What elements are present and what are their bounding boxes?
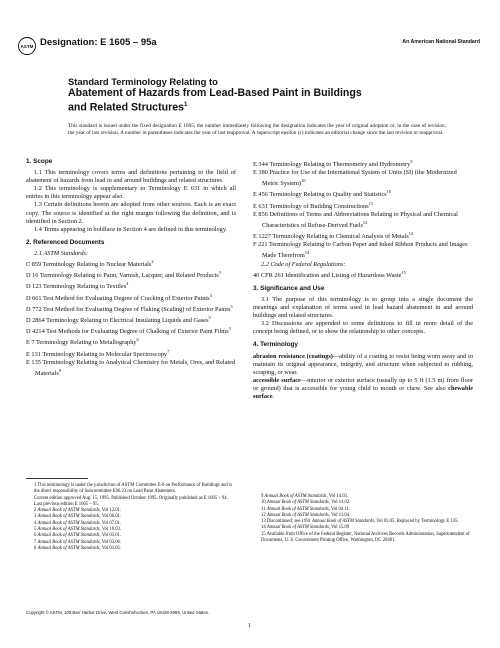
fn14-book: Annual Book of ASTM Standards [266, 525, 329, 531]
reference-item [26, 292, 236, 303]
footnote-volume: , Vol 10.03. [99, 527, 122, 533]
astm-logo [18, 36, 36, 56]
fn13-book: 1991 Annual Book of ASTM Standards [301, 519, 374, 525]
astm-standards-label: 2.1 ASTM Standards: [34, 249, 89, 257]
footnote-volume: , Vol 07.01. [99, 520, 122, 526]
reference-text: D 16 Terminology Relating to Paint, Varnish, Lacquer, and Related Products [26, 272, 219, 280]
reference-footnote-mark: 3 [228, 326, 231, 332]
footnote-book: Annual Book of ASTM Standards [37, 514, 100, 520]
footnotes-right [253, 494, 473, 544]
footnote-volume: , Vol 03.05. [99, 545, 122, 551]
reference-item [253, 230, 473, 241]
significance-heading: 3. Significance and Use [253, 284, 325, 292]
reference-text: D 123 Terminology Relating to Textiles [26, 283, 127, 291]
footnote-book: Annual Book of ASTM Standards [37, 520, 100, 526]
term2-end: . [272, 393, 275, 400]
footnote-book: Annual Book of ASTM Standards [37, 527, 100, 533]
reference-footnote-mark: 5 [208, 314, 211, 320]
reference-footnote-mark: 3 [218, 270, 221, 276]
reference-item [26, 325, 236, 336]
reference-text: E 135 Terminology Relating to Analytical Chemistry for Metals, Ores, and Related Materials [26, 358, 236, 377]
footnote-number: 6 [34, 533, 37, 539]
footnote-1: 1 This terminology is under the jurisdiction of ASTM Committee E-6 on Performance of Buildings and is the direct responsibility of Subcommittee E06.23 on Lead Paint Abatement. [34, 483, 233, 495]
reference-footnote-mark: 8 [58, 367, 62, 373]
term1-word: abrasion resistance (coatings) [253, 352, 333, 360]
sig-3-2: 3.2 Discussions are appended to some definitions to fill in more detail of the concept being defined, or to show the relationship to other concepts. [253, 320, 473, 336]
copyright: Copyright © ASTM, 100 Barr Harbor Drive, West Conshohocken, PA 19428-2959, United States. [26, 610, 210, 615]
reference-text: E 7 Terminology Relating to Metallography [26, 339, 137, 347]
term-accessible-surface [253, 377, 473, 401]
scope-1-2: 1.2 This terminology is supplementary to Terminology E 631 in which all entries in this terminology appear also. [26, 185, 236, 201]
reference-text: D 661 Test Method for Evaluating Degree of Cracking of Exterior Paints [26, 294, 210, 302]
footnote-volume: , Vol 14.02. [328, 500, 351, 506]
footnote-volume: , Vol 03.06. [99, 539, 122, 545]
reference-text: E 456 Terminology Relating to Quality and Statistics [253, 191, 387, 199]
reference-text: E 380 Practice for Use of the International System of Units (SI) (the Modernized Metric System) [253, 169, 457, 188]
footnote-book: Annual Book of ASTM Standards [266, 500, 329, 506]
logo-text: ASTM [20, 44, 34, 49]
footnote-volume: , Vol 06.01. [99, 514, 122, 520]
footnote-book: Annual Book of ASTM Standards [37, 533, 100, 539]
title-footnote-mark: 1 [183, 102, 188, 109]
title-line1: Standard Terminology Relating to [68, 76, 218, 87]
cfr-ref [253, 269, 473, 280]
scope-1-4: 1.4 Terms appearing in boldface in Section 4 are defined in this terminology. [34, 225, 228, 233]
reference-text: F 221 Terminology Relating to Carbon Paper and Inked Ribbon Products and Images Made Therefrom [253, 241, 468, 260]
footnotes-left [26, 483, 236, 552]
footnote-volume: , Vol 04.11. [328, 506, 351, 512]
reference-item [26, 280, 236, 291]
ref-heading: 2. Referenced Documents [26, 238, 105, 246]
reference-item [253, 169, 473, 188]
reference-item [26, 336, 236, 347]
reference-item [26, 314, 236, 325]
reference-text: D 772 Test Method for Evaluating Degree of Flaking (Scaling) of Exterior Paints [26, 305, 231, 313]
footnote-left-list [26, 508, 236, 552]
footnote-number: 7 [34, 539, 37, 545]
page-number: 1 [248, 623, 251, 629]
reference-footnote-mark: 11 [368, 200, 374, 206]
left-column [26, 158, 236, 378]
reference-text: E 344 Terminology Relating to Thermometry and Hydrometry [253, 161, 411, 169]
footnote-15: 15 Available from Office of the Federal Register, National Archives Records Administration, Superintendent of Documents, U. S. Government Printing Office, Washington, DC 20401. [261, 531, 470, 544]
fn14-num: 14 [261, 525, 266, 531]
footnote-volume: , Vol 03.01. [99, 533, 122, 539]
cfr-ref-text: 40 CFR 261 Identification and Listing of Hazardous Waste [253, 271, 402, 279]
right-column [253, 158, 473, 401]
reference-item [253, 188, 473, 199]
footnote-number: 5 [34, 527, 37, 533]
footnote-number: 2 [34, 508, 37, 514]
fn13-pre: 13 Discontinued; see [261, 519, 302, 525]
reference-footnote-mark: 9 [410, 159, 413, 164]
footnote-number: 9 [261, 494, 264, 499]
reference-footnote-mark: 4 [126, 281, 129, 287]
footnote-number: 4 [34, 520, 37, 526]
reference-footnote-mark: 10 [301, 178, 306, 184]
designation: Designation: E 1605 – 95a [40, 37, 157, 48]
footnote-rule [26, 478, 88, 479]
reference-footnote-mark: 7 [167, 348, 170, 354]
reference-text: E 131 Terminology Relating to Molecular Spectroscopy [26, 350, 168, 358]
reference-item [253, 158, 473, 169]
reference-footnote-mark: 12 [362, 219, 368, 225]
reference-text: E 631 Terminology of Building Constructions [253, 202, 369, 210]
reference-footnote-mark: 14 [304, 250, 310, 256]
reference-item [253, 241, 473, 260]
footnote-book: Annual Book of ASTM Standards [37, 508, 100, 514]
footnote-item [26, 546, 236, 552]
publisher-label: An American National Standard [402, 39, 480, 45]
footnote-volume: , Vol 11.04. [328, 512, 351, 518]
footnote-book: Annual Book of ASTM Standards [37, 539, 100, 545]
footnote-number: 11 [261, 506, 266, 512]
footnote-book: Annual Book of ASTM Standards [37, 545, 100, 551]
footnote-number: 12 [261, 512, 266, 518]
title-main-text: Abatement of Hazards from Lead-Based Paint in Buildings and Related Structures [68, 87, 362, 114]
reference-item [26, 348, 236, 359]
sig-3-1: 3.1 The purpose of this terminology is to group into a single document the meanings and explanation of terms used in lead hazard abatement in and around buildings and related structures. [253, 295, 473, 320]
terminology-heading: 4. Terminology [253, 341, 298, 349]
reference-text: D 4214 Test Methods for Evaluating Degree of Chalking of Exterior Paint Films [26, 328, 229, 336]
footnote-volume: , Vol 12.01. [99, 508, 122, 514]
scope-1-1: 1.1 This terminology covers terms and definitions pertaining to the field of abatement of hazards from lead in and around buildings and related structures. [26, 169, 236, 185]
term2-word: accessible surface [253, 376, 301, 384]
reference-item [26, 269, 236, 280]
reference-footnote-mark: 10 [386, 189, 392, 195]
reference-text: E 1227 Terminology Relating to Chemical Analysis of Metals [253, 233, 409, 241]
fn13-post: , Vol 03.05. Replaced by Terminology E 135. [373, 519, 459, 525]
reference-footnote-mark: 3 [209, 292, 212, 298]
footnote-book: Annual Book of ASTM Standards [266, 506, 329, 512]
cfr-label: 2.2 Code of Federal Regulations: [261, 260, 346, 268]
reference-text: E 856 Definitions of Terms and Abbreviations Relating to Physical and Chemical Characteristics of Refuse-Derived Fuels [253, 210, 458, 230]
footnote-number: 10 [261, 500, 266, 506]
reference-item [26, 258, 236, 269]
term2-def: —interior or exterior surface (usually up to 5 ft (1.5 m) from floor or ground) that is accessible for young child to mouth or chew. See also [253, 376, 473, 392]
footnote-1b: Current edition approved Aug. 15, 1995. Published October 1995. Originally published as E 1605 – 94. Last previous edition E 1605 – 95. [34, 495, 228, 507]
footnote-right-list [253, 494, 473, 519]
reference-item [26, 359, 236, 378]
title-main [68, 87, 368, 114]
footnote-number: 8 [34, 545, 37, 551]
reference-footnote-mark: 3 [230, 303, 233, 309]
issued-note: This standard is issued under the fixed designation E 1605; the number immediately following the designation indicates the year of original adoption or, in the case of revision, the year of last revision. A number in parentheses indicates the year of last reapproval. A superscript epsilon (ε) indicates an editorial change since the last revision or reapproval. [68, 123, 446, 137]
scope-heading: 1. Scope [26, 158, 53, 165]
reference-text: D 2864 Terminology Relating to Electrical Insulating Liquids and Gases [26, 317, 209, 325]
reference-footnote-mark: 6 [136, 337, 139, 343]
term1-def: —ability of a coating to resist being worn away and to maintain its original appearance, integrity, and structure when subjected to rubbing, scraping, or wear. [253, 352, 473, 376]
reference-item [253, 211, 473, 230]
term2-see: chewable surface [253, 384, 473, 400]
term-abrasion-resistance [253, 353, 473, 377]
footnote-number: 3 [34, 514, 37, 520]
footnote-book: Annual Book of ASTM Standards [264, 494, 327, 499]
reference-text: C 859 Terminology Relating to Nuclear Materials [26, 261, 152, 269]
fn14-vol: , Vol 15.09 [328, 525, 350, 531]
footnote-book: Annual Book of ASTM Standards [266, 512, 329, 518]
reference-item [253, 200, 473, 211]
left-ref-list [26, 258, 236, 378]
scope-1-3: 1.3 Certain definitions herein are adopted from other sources. Each is an exact copy. The source is identified at the right margin following the definition, and is identified in Section 2. [26, 201, 236, 225]
right-ref-list [253, 158, 473, 261]
reference-footnote-mark: 2 [151, 259, 154, 265]
footnote-volume: , Vol 14.03. [326, 494, 349, 499]
reference-footnote-mark: 13 [408, 231, 414, 237]
reference-item [26, 303, 236, 314]
cfr-ref-fn: 15 [401, 269, 406, 275]
